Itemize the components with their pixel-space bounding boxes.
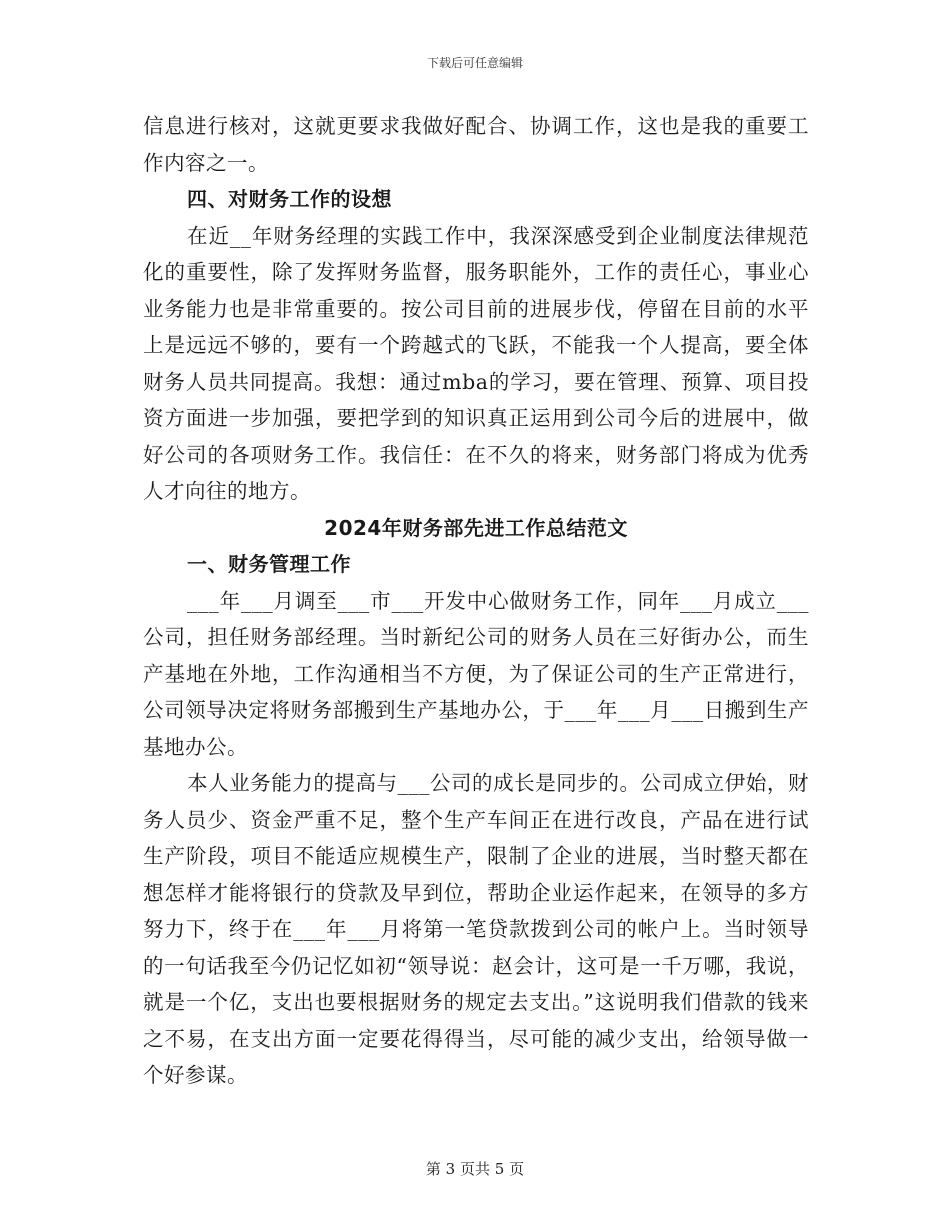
page-footer: 第 3 页共 5 页 xyxy=(425,1160,525,1178)
section-heading-one: 一、财务管理工作 xyxy=(187,552,351,576)
paragraph-continuation: 信息进行核对，这就更要求我做好配合、协调工作，这也是我的重要工作内容之一。 xyxy=(143,114,809,175)
article-title: 2024年财务部先进工作总结范文 xyxy=(324,515,628,540)
page-header: 下载后可任意编辑 xyxy=(426,56,523,70)
paragraph-finance-outlook: 在近__年财务经理的实践工作中，我深深感受到企业制度法律规范化的重要性，除了发挥财务监督，服务职能外，工作的责任心，事业心业务能力也是非常重要的。按公司目前的进展步伐，停留在目前的水平上是远远不够的，要有一个跨越式的飞跃，不能我一个人提高，要全体财务人员共同提高。我想：通过mba的学习，要在管理、预算、项目投资方面进一步加强，要把学到的知识真正运用到公司今后的进展中，做好公司的各项财务工作。我信任：在不久的将来，财务部门将成为优秀人才向往的地方。 xyxy=(143,223,809,503)
paragraph-work-history: ___年___月调至___市___开发中心做财务工作，同年___月成立___公司，担任财务部经理。当时新纪公司的财务人员在三好街办公，而生产基地在外地，工作沟通相当不方便，为了保证公司的生产正常进行，公司领导决定将财务部搬到生产基地办公，于___年___月___日搬到生产基地办公。 xyxy=(143,588,809,759)
section-heading-four: 四、对财务工作的设想 xyxy=(187,187,392,211)
document-body xyxy=(143,108,809,1094)
paragraph-growth: 本人业务能力的提高与___公司的成长是同步的。公司成立伊始，财务人员少、资金严重不足，整个生产车间正在进行改良，产品在进行试生产阶段，项目不能适应规模生产，限制了企业的进展，当时整天都在想怎样才能将银行的贷款及早到位，帮助企业运作起来，在领导的多方努力下，终于在___年___月将第一笔贷款拨到公司的帐户上。当时领导的一句话我至今仍记忆如初“领导说：赵会计，这可是一千万哪，我说，就是一个亿，支出也要根据财务的规定去支出。”这说明我们借款的钱来之不易，在支出方面一定要花得得当，尽可能的减少支出，给领导做一个好参谋。 xyxy=(143,771,809,1087)
